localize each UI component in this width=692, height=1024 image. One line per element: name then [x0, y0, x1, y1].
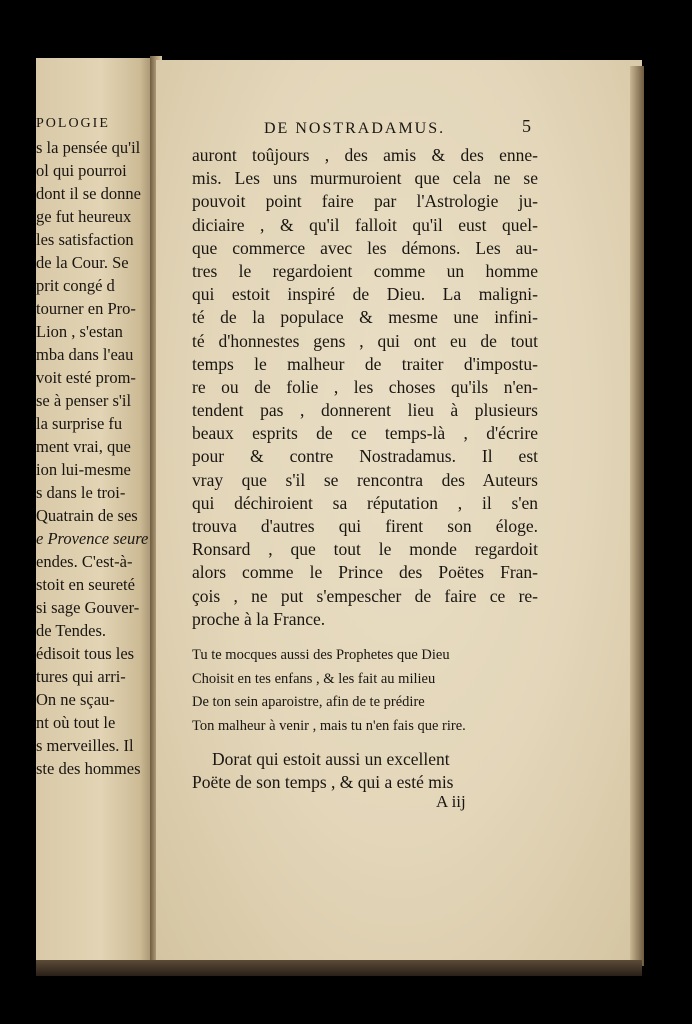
text-line: que commerce avec les démons. Les au- [192, 237, 538, 258]
text-line: qui estoit inspiré de Dieu. La maligni- [192, 284, 538, 305]
page-edge [630, 66, 644, 966]
left-line: Quatrain de ses [36, 506, 138, 525]
text-line: pour & contre Nostradamus. Il est [192, 446, 538, 467]
verse-line: Ton malheur à venir , mais tu n'en fais que rire. [192, 717, 466, 734]
left-line: de Tendes. [36, 621, 107, 640]
left-line: ment vrai, que [36, 437, 131, 456]
left-line: mba dans l'eau [36, 345, 134, 364]
verse-quotation [192, 644, 538, 738]
running-head: DE NOSTRADAMUS. [264, 120, 446, 137]
text-line: qui déchiroient sa réputation , il s'en [192, 492, 538, 513]
left-line: se à penser s'il [36, 391, 132, 410]
text-line: té de la populace & mesme une infini- [192, 307, 538, 328]
text-line: diciaire , & qu'il falloit qu'il eust quel- [192, 214, 538, 235]
text-line: alors comme le Prince des Poëtes Fran- [192, 562, 538, 583]
left-page [36, 58, 154, 963]
left-line: édisoit tous les [36, 644, 135, 663]
left-line: dont il se donne [36, 184, 141, 203]
left-line: tures qui arri- [36, 667, 126, 686]
verse-line: Tu te mocques aussi des Prophetes que Dieu [192, 647, 450, 663]
left-line: s la pensée qu'il [36, 138, 141, 157]
left-line: ol qui pourroi [36, 161, 127, 180]
right-page [156, 60, 642, 964]
left-line: s dans le troi- [36, 483, 126, 502]
verse-line: De ton sein aparoistre, afin de te prédire [192, 694, 425, 710]
left-line: Lion , s'estan [36, 322, 123, 341]
verse-line: Choisit en tes enfans , & les fait au milieu [192, 670, 436, 687]
text-line: té d'honnestes gens , qui ont eu de tout [192, 330, 538, 351]
left-line: voit esté prom- [36, 368, 136, 387]
left-line: endes. C'est-à- [36, 552, 133, 571]
text-line: mis. Les uns murmuroient que cela ne se [192, 168, 538, 189]
left-page-text [36, 136, 154, 780]
left-line: stoit en seureté [36, 575, 135, 594]
left-line: tourner en Pro- [36, 299, 136, 318]
text-line: vray que s'il se rencontra des Auteurs [192, 469, 538, 490]
left-line: prit congé d [36, 276, 115, 295]
left-line: les satisfaction [36, 230, 134, 249]
left-line: e Provence seure [36, 529, 149, 548]
text-line: beaux esprits de ce temps-là , d'écrire [192, 423, 538, 444]
left-line: de la Cour. Se [36, 253, 129, 272]
left-line: On ne sçau- [36, 690, 115, 709]
left-line: ion lui-mesme [36, 460, 131, 479]
text-line: tendent pas , donnerent lieu à plusieurs [192, 400, 538, 421]
text-line: auront toûjours , des amis & des enne- [192, 145, 538, 165]
text-line: trouva d'autres qui firent son éloge. [192, 516, 538, 536]
left-running-head: POLOGIE [36, 116, 110, 131]
text-line: Ronsard , que tout le monde regardoit [192, 539, 538, 560]
left-line: la surprise fu [36, 414, 123, 433]
page-number: 5 [522, 116, 531, 136]
text-line: tres le regardoient comme un homme [192, 260, 538, 281]
paragraph-2 [192, 748, 538, 794]
book-bottom-edge [36, 960, 642, 976]
text-line: Dorat qui estoit aussi un excellent [212, 749, 450, 769]
left-line: ge fut heureux [36, 207, 132, 226]
text-line: Poëte de son temps , & qui a esté mis [192, 772, 454, 793]
text-line: çois , ne put s'empescher de faire ce re- [192, 585, 538, 606]
left-line: si sage Gouver- [36, 598, 140, 617]
text-line: pouvoit point faire par l'Astrologie ju- [192, 191, 538, 212]
left-line: ste des hommes [36, 759, 141, 778]
text-line: temps le malheur de traiter d'impostu- [192, 353, 538, 374]
paragraph-1 [192, 144, 538, 631]
text-line: re ou de folie , les choses qu'ils n'en- [192, 376, 538, 397]
signature-mark: A iij [436, 792, 466, 811]
left-line: nt où tout le [36, 713, 116, 732]
text-line: proche à la France. [192, 608, 326, 629]
left-line: s merveilles. Il [36, 736, 134, 755]
